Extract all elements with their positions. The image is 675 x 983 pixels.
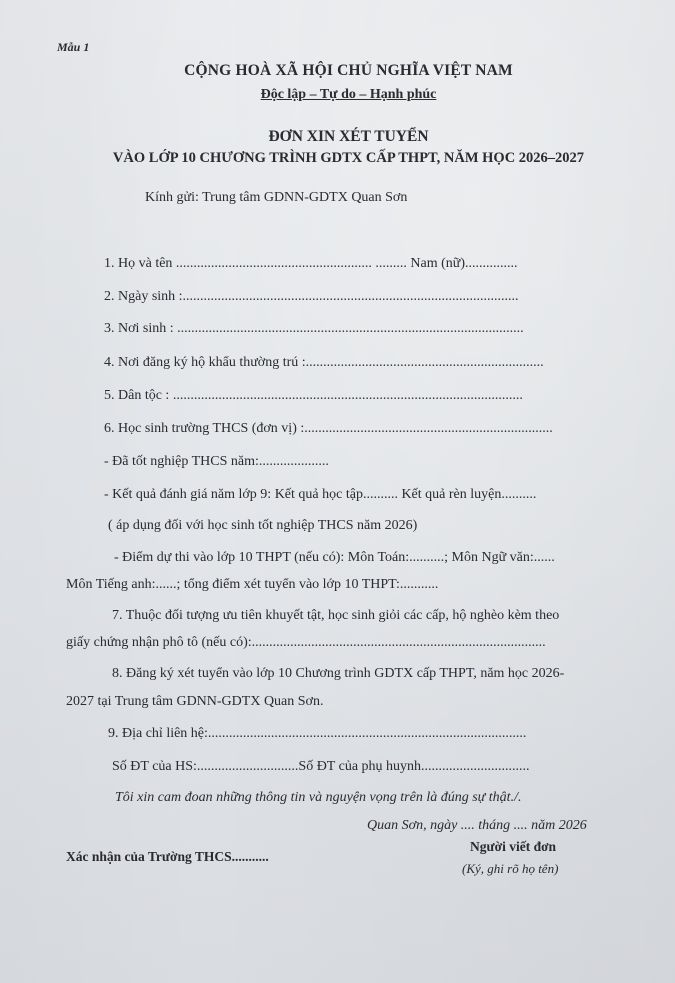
field-grade9-results: - Kết quả đánh giá năm lớp 9: Kết quả học tập.......... Kết quả rèn luyện..........	[104, 487, 537, 502]
document-title: ĐƠN XIN XÉT TUYỂN	[268, 128, 429, 145]
field-contact-address: 9. Địa chỉ liên hệ:...........................................................................................	[108, 726, 527, 741]
declaration: Tôi xin cam đoan những thông tin và nguyện vọng trên là đúng sự thật./.	[115, 790, 522, 805]
applicant-signature-note: (Ký, ghi rõ họ tên)	[462, 861, 559, 876]
field-birthplace: 3. Nơi sinh : ...................................................................................................	[104, 321, 524, 336]
field-exam-scores-line1: - Điểm dự thi vào lớp 10 THPT (nếu có): Môn Toán:..........; Môn Ngữ văn:......	[114, 550, 555, 565]
field-priority-line1: 7. Thuộc đối tượng ưu tiên khuyết tật, học sinh giỏi các cấp, hộ nghèo kèm theo	[112, 608, 560, 623]
field-ethnicity: 5. Dân tộc : ....................................................................................................	[104, 388, 523, 403]
field-priority-line2: giấy chứng nhận phô tô (nếu có):....................................................................................	[66, 635, 546, 650]
field-birth-date: 2. Ngày sinh :................................................................................................	[104, 289, 519, 304]
place-date-line: Quan Sơn, ngày .... tháng .... năm 2026	[367, 818, 587, 833]
recipient: Kính gửi: Trung tâm GDNN-GDTX Quan Sơn	[145, 190, 408, 205]
field-grade9-note: ( áp dụng đối với học sinh tốt nghiệp THCS năm 2026)	[108, 518, 418, 533]
field-permanent-residence: 4. Nơi đăng ký hộ khẩu thường trú :....................................................................	[104, 355, 544, 370]
document-subtitle: VÀO LỚP 10 CHƯƠNG TRÌNH GDTX CẤP THPT, NĂM HỌC 2026–2027	[112, 150, 585, 166]
field-graduation-year: - Đã tốt nghiệp THCS năm:....................	[104, 454, 329, 469]
field-exam-scores-line2: Môn Tiếng anh:......; tổng điểm xét tuyển vào lớp 10 THPT:...........	[66, 577, 439, 592]
field-registration-line1: 8. Đăng ký xét tuyển vào lớp 10 Chương trình GDTX cấp THPT, năm học 2026-	[112, 666, 565, 681]
field-school: 6. Học sinh trường THCS (đơn vị) :.......................................................................	[104, 421, 553, 436]
national-motto: CỘNG HOÀ XÃ HỘI CHỦ NGHĨA VIỆT NAM	[184, 62, 513, 79]
applicant-label: Người viết đơn	[470, 839, 557, 854]
field-full-name: 1. Họ và tên ........................................................ ......... Nam (nữ)...............	[104, 256, 518, 271]
form-number: Mẫu 1	[57, 40, 90, 54]
national-slogan: Độc lập – Tự do – Hạnh phúc	[260, 87, 437, 102]
school-confirmation: Xác nhận của Trường THCS...........	[66, 849, 269, 864]
field-registration-line2: 2027 tại Trung tâm GDNN-GDTX Quan Sơn.	[66, 694, 324, 709]
field-phone-numbers: Số ĐT của HS:.............................Số ĐT của phụ huynh...............................	[112, 759, 530, 774]
